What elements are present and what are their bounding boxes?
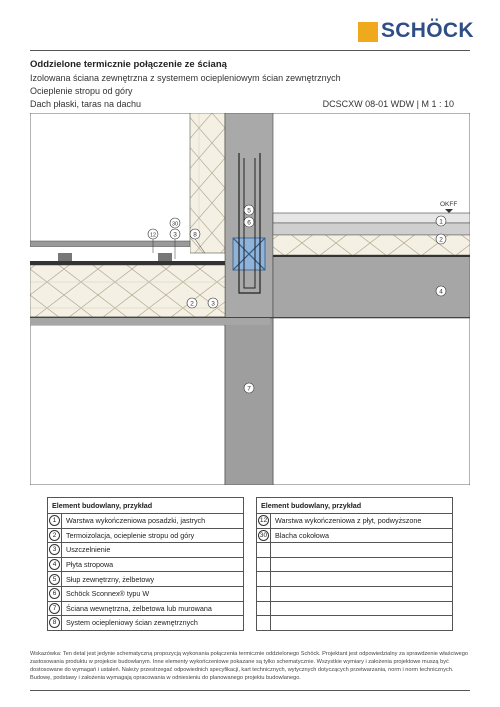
callout-7 [244, 383, 254, 393]
callout-3a [170, 229, 180, 239]
drawing-code: DCSCXW 08-01 WDW | M 1 : 10 [322, 99, 454, 109]
svg-text:4: 4 [439, 288, 443, 296]
subtitle-line-1: Izolowana ściana zewnętrzna z systemem ociepleniowym ścian zewnętrznych [30, 73, 341, 83]
callout-8 [190, 229, 200, 239]
callout-12 [148, 229, 158, 239]
footer-note: Wskazówka: Ten detal jest jedynie schematyczną propozycją wykonania połączenia termicznie oddzielonego Schöck. Projektant jest odpowiedzialny za sprawdzenie właściwego zastosowania produktu w projekcie budowlanym. Inne elementy wykończeniowe pokazane są tylko schematycznie. Wszystkie wymiary i założenia projektowe muszą być dostosowane do wymagań i ustaleń. Należy przestrzegać odpowiednich specyfikacji, kart technicznych, wytycznych dotyczących przetwarzania, norm i norm technicznych. Budowę, podstawy i założenia wymagają opracowania w odniesieniu do planowanego projektu budowlanego. [30, 651, 468, 682]
header-divider [30, 50, 470, 51]
callout-4 [436, 286, 446, 296]
callout-6 [244, 217, 254, 227]
callout-2a [187, 298, 197, 308]
svg-text:7: 7 [247, 385, 251, 393]
page-title: Oddzielone termicznie połączenie ze ścianą [30, 59, 227, 70]
footer-divider [30, 690, 470, 691]
section-drawing [30, 113, 470, 485]
logo-mark [358, 22, 378, 42]
legend-header-left: Element budowlany, przykład [48, 498, 244, 514]
roof-insulation [30, 265, 225, 317]
svg-text:12: 12 [149, 232, 157, 239]
callout-1 [436, 216, 446, 226]
svg-text:3: 3 [173, 231, 177, 239]
subtitle-line-3: Dach płaski, taras na dachu [30, 99, 142, 109]
lower-slab [30, 317, 270, 325]
brand-logo: SCHÖCK [381, 19, 474, 42]
callout-2b [436, 234, 446, 244]
callout-3b [208, 298, 218, 308]
callout-5 [244, 205, 254, 215]
legend-table-right: Element budowlany, przykład 12 Warstwa wykończeniowa z płyt, podwyższone 30 Blacha cokołowa [256, 497, 453, 631]
lower-wall [225, 318, 273, 485]
callout-30 [170, 218, 180, 228]
svg-text:8: 8 [193, 231, 197, 239]
svg-text:3: 3 [211, 300, 215, 308]
svg-text:2: 2 [190, 300, 194, 308]
legend-header-right: Element budowlany, przykład [257, 498, 453, 514]
legend-table-left: Element budowlany, przykład 1 Warstwa wykończeniowa posadzki, jastrych 2 Termoizolacja, ocieplenie stropu od góry 3 Uszczelnienie 4 Płyta stropowa 5 Słup zewnętrzny, żelbetowy 6 Schöck Sconnex® typu W 7 Ściana wewnętrzna, żelbetowa lub murowana 8 System ociepleniowy ścian zewnętrznych [47, 497, 244, 631]
svg-text:1: 1 [439, 218, 443, 226]
okff-label: OKFF [440, 201, 458, 208]
terrace-paving [30, 241, 190, 247]
svg-text:5: 5 [247, 207, 251, 215]
svg-text:30: 30 [171, 221, 179, 228]
svg-text:2: 2 [439, 236, 443, 244]
svg-text:6: 6 [247, 219, 251, 227]
sealing [30, 261, 225, 265]
subtitle-line-2: Ocieplenie stropu od góry [30, 86, 133, 96]
